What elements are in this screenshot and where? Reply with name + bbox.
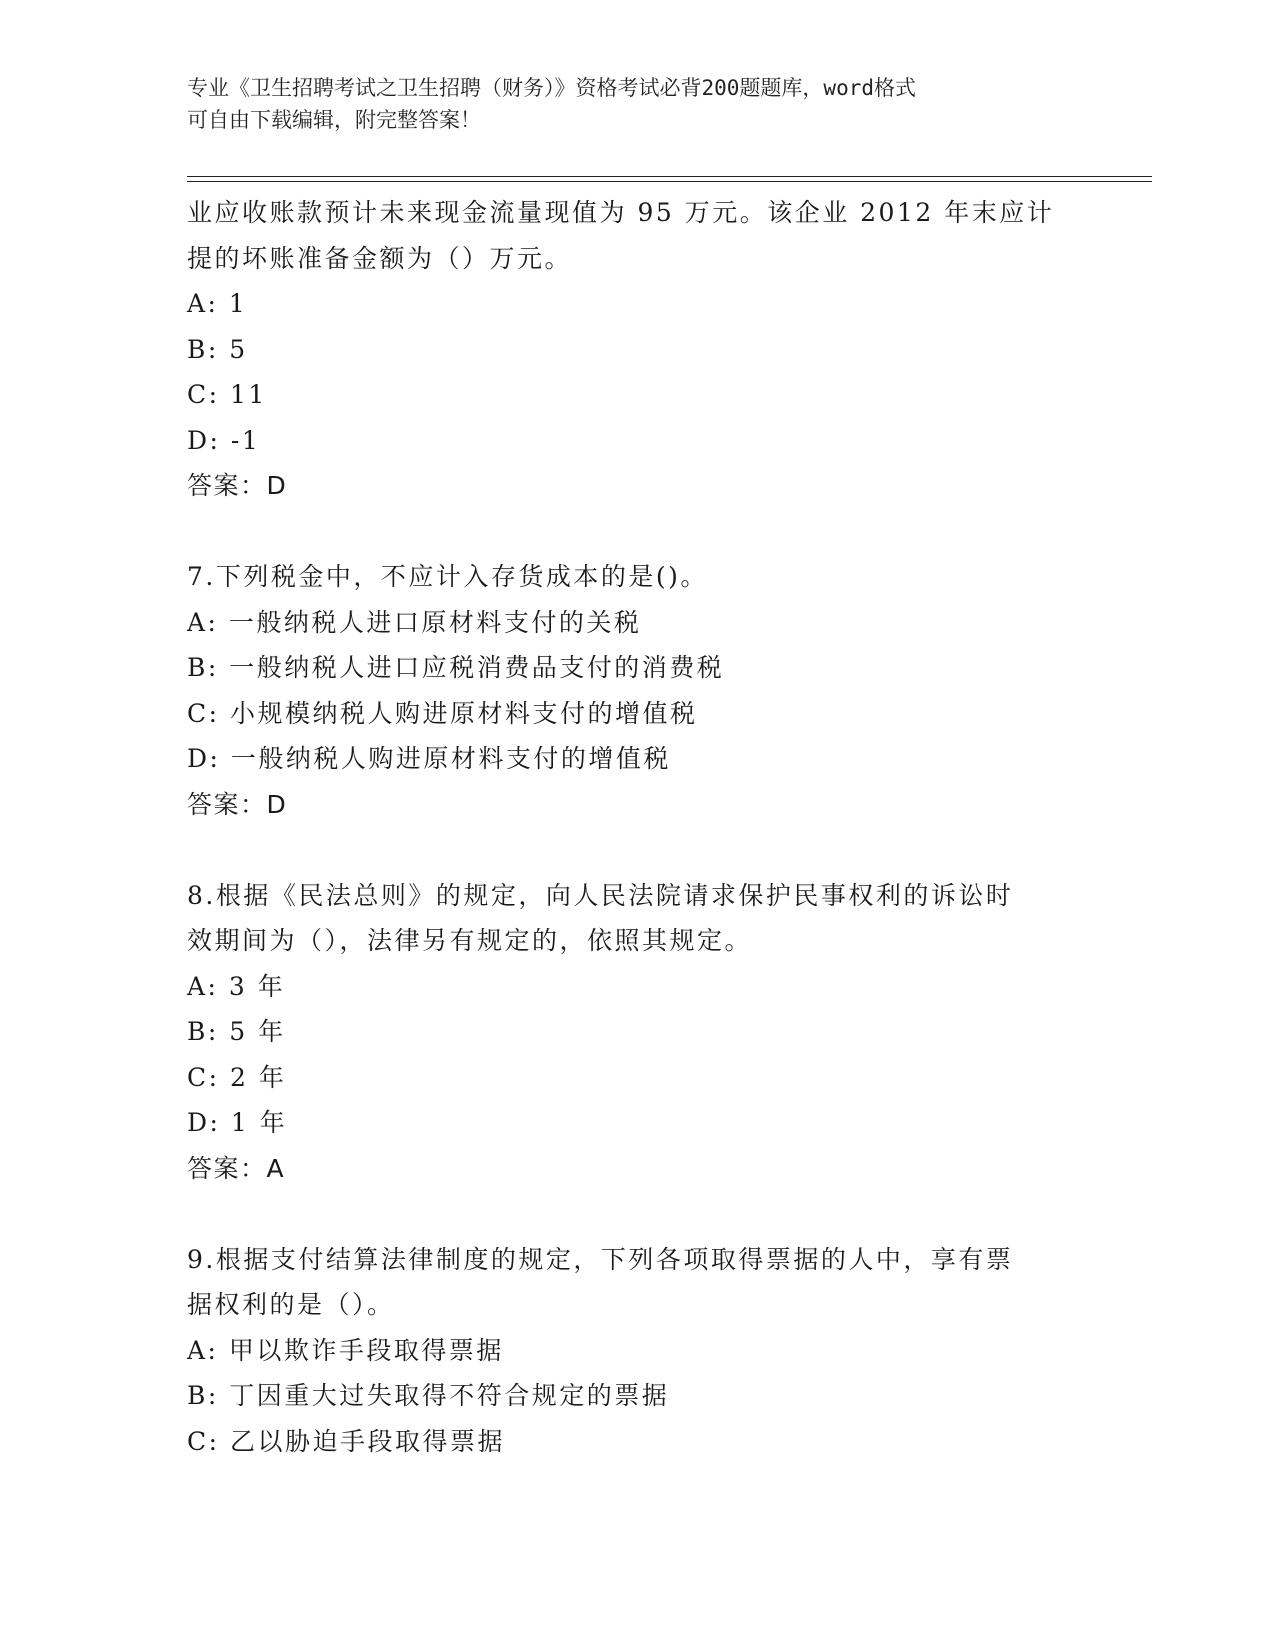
- option-c: C: 2 年: [187, 1062, 287, 1092]
- option-a: A: 1: [187, 289, 248, 318]
- spacer: [187, 509, 1067, 555]
- spacer: [187, 1191, 1067, 1237]
- option-c: C: 小规模纳税人购进原材料支付的增值税: [187, 698, 698, 728]
- option-d: D: 1 年: [187, 1108, 288, 1137]
- option-b: B: 一般纳税人进口应税消费品支付的消费税: [187, 653, 725, 682]
- option-d: D: -1: [187, 425, 261, 455]
- question-6: [187, 190, 1067, 509]
- option-a: A: 3 年: [187, 971, 286, 1001]
- question-stem-line: 效期间为（），法律另有规定的，依照其规定。: [187, 926, 753, 955]
- answer-line: 答案：D: [187, 789, 288, 819]
- answer-line: 答案：A: [187, 1153, 286, 1183]
- document-header: [187, 72, 1067, 136]
- question-stem-line: 据权利的是（）。: [187, 1290, 395, 1319]
- question-8: [187, 873, 1067, 1192]
- spacer: [187, 827, 1067, 873]
- option-a: A: 一般纳税人进口原材料支付的关税: [187, 607, 642, 637]
- option-b: B: 5 年: [187, 1017, 286, 1046]
- document-body: [187, 190, 1067, 1464]
- question-stem-line: 9.根据支付结算法律制度的规定，下列各项取得票据的人中，享有票: [187, 1244, 1014, 1274]
- answer-line: 答案：D: [187, 471, 288, 500]
- question-9: [187, 1237, 1067, 1465]
- option-b: B: 5: [187, 334, 248, 364]
- question-stem-line: 业应收账款预计未来现金流量现值为 95 万元。该企业 2012 年末应计: [187, 198, 1055, 227]
- header-title-line-2: 可自由下载编辑，附完整答案！: [187, 108, 481, 132]
- header-divider-top: [187, 176, 1152, 177]
- option-d: D: 一般纳税人购进原材料支付的增值税: [187, 744, 671, 773]
- question-stem-line: 7.下列税金中，不应计入存货成本的是()。: [187, 562, 708, 591]
- option-b: B: 丁因重大过失取得不符合规定的票据: [187, 1381, 670, 1410]
- header-title-line-1: 专业《卫生招聘考试之卫生招聘（财务）》资格考试必背200题题库，word格式: [187, 76, 916, 100]
- option-c: C: 乙以胁迫手段取得票据: [187, 1426, 505, 1456]
- question-7: [187, 554, 1067, 827]
- header-divider-bottom: [187, 181, 1152, 182]
- question-stem-line: 8.根据《民法总则》的规定，向人民法院请求保护民事权利的诉讼时: [187, 880, 1014, 910]
- option-a: A: 甲以欺诈手段取得票据: [187, 1335, 504, 1365]
- question-stem-line: 提的坏账准备金额为（）万元。: [187, 243, 573, 273]
- option-c: C: 11: [187, 380, 267, 409]
